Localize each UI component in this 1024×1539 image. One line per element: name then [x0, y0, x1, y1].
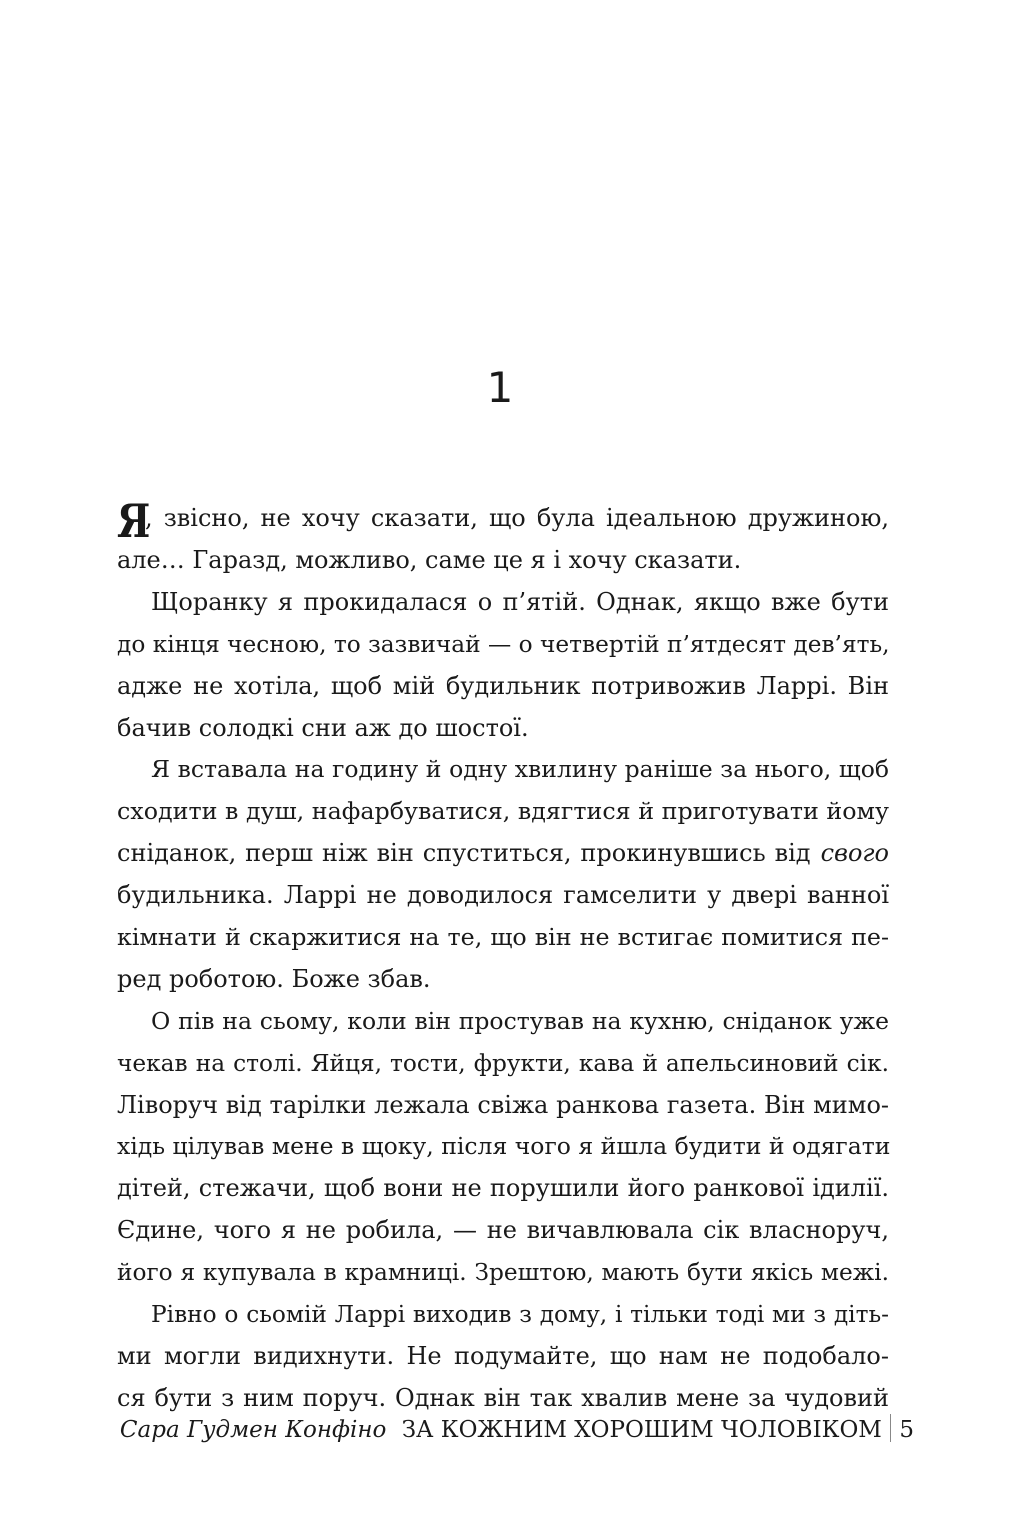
- paragraph-1-line-2: але… Гаразд, можливо, саме це я і хочу сказати.: [117, 546, 742, 574]
- paragraph-4-line-1: О пів на сьому, коли він простував на кухню, сніданок уже: [151, 1006, 889, 1035]
- paragraph-2-line-1: Щоранку я прокидалася о п’ятій. Однак, якщо вже бути: [151, 587, 889, 616]
- paragraph-1-line-1: [117, 494, 889, 548]
- paragraph-1-line-1-text: , звісно, не хочу сказати, що була ідеальною дружиною,: [145, 504, 889, 532]
- chapter-number: 1: [486, 363, 514, 412]
- paragraph-2-line-3: адже не хотіла, щоб мій будильник потривожив Ларрі. Він: [117, 671, 889, 700]
- paragraph-3-line-1: Я вставала на годину й одну хвилину раніше за нього, щоб: [151, 755, 889, 784]
- paragraph-5-line-3: ся бути з ним поруч. Однак він так хвалив мене за чудовий: [117, 1383, 889, 1412]
- drop-cap: Я: [117, 494, 151, 548]
- paragraph-3-line-5: кімнати й скаржитися на те, що він не встигає помитися пе-: [117, 923, 889, 952]
- paragraph-2-line-4: бачив солодкі сни аж до шостої.: [117, 713, 529, 742]
- paragraph-3-line-4: будильника. Ларрі не доводилося гамселити у двері ванної: [117, 881, 889, 910]
- paragraph-4-line-5: дітей, стежачи, щоб вони не порушили його ранкової ідилії.: [117, 1174, 889, 1203]
- paragraph-3-line-3: [117, 833, 889, 875]
- paragraph-5-line-1: Рівно о сьомій Ларрі виходив з дому, і тільки тоді ми з діть-: [151, 1301, 889, 1329]
- paragraph-3-line-2: сходити в душ, нафарбуватися, вдягтися й приготувати йому: [117, 797, 889, 826]
- footer-author: Сара Гудмен Конфіно: [119, 1417, 387, 1443]
- paragraph-5-line-2: ми могли видихнути. Не подумайте, що нам не подобало-: [117, 1341, 889, 1370]
- body-text: [117, 494, 891, 1420]
- page-number: 5: [899, 1417, 914, 1443]
- running-footer: [120, 1410, 914, 1450]
- paragraph-3-line-6: ред роботою. Боже збав.: [117, 964, 431, 993]
- footer-title: ЗА КОЖНИМ ХОРОШИМ ЧОЛОВІКОМ: [401, 1417, 882, 1443]
- paragraph-3-line-3-text: сніданок, перш ніж він спуститься, прокинувшись від: [117, 839, 811, 868]
- paragraph-4-line-3: Ліворуч від тарілки лежала свіжа ранкова газета. Він мимо-: [117, 1090, 889, 1119]
- paragraph-4-line-7: його я купувала в крамниці. Зрештою, мають бути якісь межі.: [117, 1259, 889, 1287]
- paragraph-2-line-2: до кінця чесною, то зазвичай — о четвертій п’ятдесят дев’ять,: [117, 630, 890, 658]
- paragraph-4-line-6: Єдине, чого я не робила, — не вичавлювала сік власноруч,: [117, 1216, 889, 1245]
- footer-separator: [890, 1414, 892, 1442]
- paragraph-4-line-4: хідь цілував мене в щоку, після чого я йшла будити й одягати: [117, 1132, 891, 1161]
- paragraph-4-line-2: чекав на столі. Яйця, тости, фрукти, кава й апельсиновий сік.: [117, 1049, 889, 1077]
- paragraph-3-line-3-emphasis: свого: [820, 839, 889, 868]
